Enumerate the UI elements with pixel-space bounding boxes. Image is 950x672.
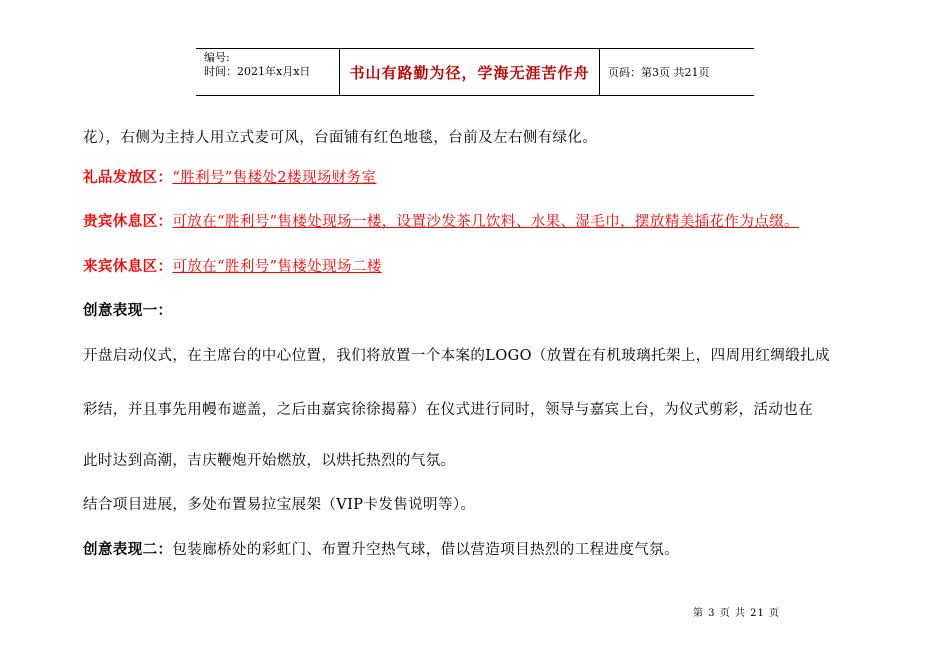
gift-area-line [83, 166, 376, 187]
vip-area-label: 贵宾休息区： [83, 213, 173, 230]
creative1-heading: 创意表现一： [83, 302, 173, 319]
creative2-line [83, 538, 679, 559]
guest-area-label: 来宾休息区： [83, 258, 173, 275]
header-meta-cell [196, 49, 340, 95]
header-motto: 书山有路勤为径，学海无涯苦作舟 [349, 63, 590, 82]
creative2-label: 创意表现二： [83, 541, 173, 558]
gift-area-text: “胜利号”售楼处2楼现场财务室 [172, 170, 377, 186]
number-label: 编号: [204, 51, 230, 64]
page-info: 页码：第3页 共21页 [608, 66, 710, 79]
creative2-text: 包装廊桥处的彩虹门、布置升空热气球，借以营造项目热烈的工程进度气氛。 [172, 542, 680, 558]
para1-line-1: 开盘启动仪式，在主席台的中心位置，我们将放置一个本案的LOGO（放置在有机玻璃托架上，四周用红绸缎扎成 [83, 348, 830, 364]
time-label: 时间：2021年x月x日 [204, 65, 311, 78]
guest-area-line [83, 255, 382, 276]
vip-area-line [83, 210, 799, 231]
guest-area-text: 可放在“胜利号”售楼处现场二楼 [172, 259, 382, 275]
page-footer: 第 3 页 共 21 页 [693, 608, 780, 619]
gift-area-label: 礼品发放区： [83, 169, 173, 186]
para1-line-3: 此时达到高潮，吉庆鞭炮开始燃放，以烘托热烈的气氛。 [83, 453, 456, 469]
page-header [196, 48, 754, 96]
vip-area-text: 可放在“胜利号”售楼处现场一楼，设置沙发茶几饮料、水果、湿毛巾，摆放精美插花作为点缀。 [172, 214, 799, 230]
header-page-cell [600, 49, 754, 95]
header-motto-cell [340, 49, 600, 95]
para1-line-2: 彩结，并且事先用幔布遮盖，之后由嘉宾徐徐揭幕）在仪式进行同时，领导与嘉宾上台，为仪式剪彩，活动也在 [83, 402, 814, 418]
para2: 结合项目进展，多处布置易拉宝展架（VIP卡发售说明等）。 [83, 497, 476, 513]
body-line-1: 花），右侧为主持人用立式麦可风，台面铺有红色地毯，台前及左右侧有绿化。 [83, 130, 598, 146]
